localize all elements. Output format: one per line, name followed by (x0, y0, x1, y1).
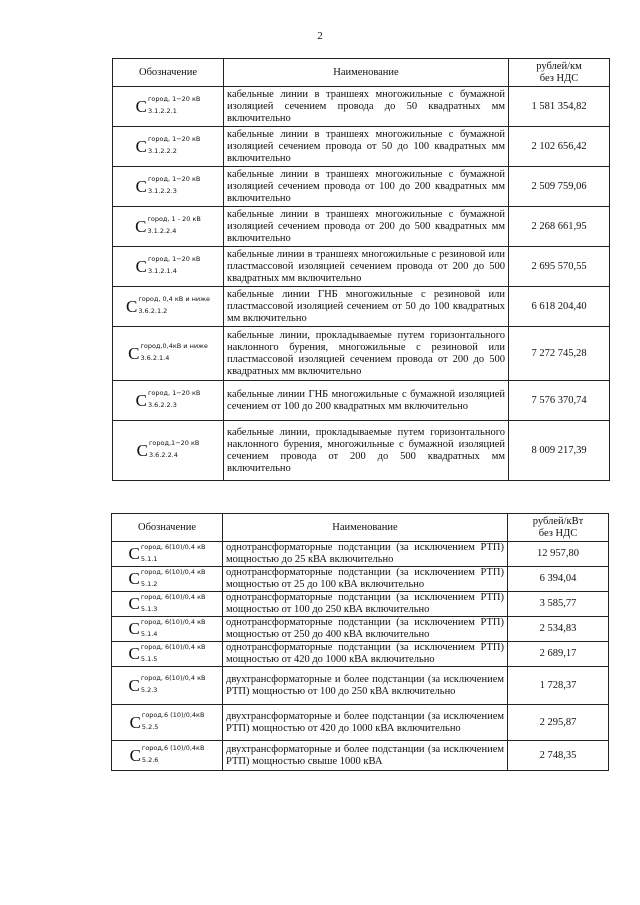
symbol-subscript: 5.1.3 (140, 604, 158, 613)
symbol-scripts (140, 617, 206, 638)
symbol-scripts (140, 542, 206, 563)
header-code: Обозначение (112, 514, 223, 542)
tariff-symbol (126, 295, 210, 316)
symbol-letter: C (135, 256, 147, 276)
header-code: Обозначение (113, 59, 224, 87)
symbol-letter: C (135, 136, 147, 156)
description-cell: двухтрансформаторные и более подстанции (за исключением РТП) мощностью от 100 до 250 кВА включительно (223, 667, 508, 705)
tariff-symbol (135, 135, 201, 156)
price-cell: 2 102 656,42 (509, 127, 610, 167)
page-number: 2 (317, 30, 323, 42)
designation-cell (112, 592, 223, 617)
symbol-letter: C (136, 440, 148, 460)
price-cell: 3 585,77 (508, 592, 609, 617)
description-cell: кабельные линии, прокладываемые путем горизонтального наклонного бурения, многожильные с бумажной изоляцией сечением провода от 200 до 500 квадратных мм включительно (224, 421, 509, 481)
table-row (113, 247, 610, 287)
symbol-superscript: город, 6(10)/0,4 кВ (140, 642, 206, 651)
symbol-subscript: 5.1.4 (140, 629, 158, 638)
symbol-letter: C (128, 544, 140, 563)
price-cell: 6 618 204,40 (509, 287, 610, 327)
header-price: рублей/км без НДС (509, 59, 610, 87)
symbol-superscript: город, 0,4 кВ и ниже (138, 295, 210, 303)
price-cell: 2 295,87 (508, 705, 609, 741)
designation-cell (112, 741, 223, 771)
symbol-subscript: 5.2.6 (141, 756, 159, 764)
description-cell: двухтрансформаторные и более подстанции (за исключением РТП) мощностью свыше 1000 кВА (223, 741, 508, 771)
tariff-symbol (128, 617, 206, 638)
tariff-symbol (135, 95, 201, 116)
cable-lines-rate-table (112, 58, 610, 481)
table-row (112, 667, 609, 705)
designation-cell (113, 381, 224, 421)
symbol-subscript: 5.1.1 (140, 554, 158, 563)
price-cell: 1 581 354,82 (509, 87, 610, 127)
description-cell: кабельные линии в траншеях многожильные с бумажной изоляцией сечением провода от 100 до 200 квадратных мм включительно (224, 167, 509, 207)
tariff-symbol (128, 542, 206, 563)
symbol-superscript: город, 6(10)/0,4 кВ (140, 567, 206, 576)
designation-cell (113, 167, 224, 207)
price-cell: 7 272 745,28 (509, 327, 610, 381)
tariff-symbol (135, 215, 201, 236)
description-cell: кабельные линии в траншеях многожильные с бумажной изоляцией сечением провода до 50 квадратных мм включительно (224, 87, 509, 127)
symbol-letter: C (128, 644, 140, 663)
symbol-subscript: 3.1.2.1.4 (147, 267, 177, 275)
designation-cell (113, 287, 224, 327)
symbol-scripts (140, 567, 206, 588)
symbol-scripts (147, 255, 201, 275)
symbol-letter: C (128, 569, 140, 588)
price-cell: 2 748,35 (508, 741, 609, 771)
description-cell: кабельные линии ГНБ многожильные с бумажной изоляцией сечением от 100 до 200 квадратных мм включительно (224, 381, 509, 421)
table-row (112, 542, 609, 567)
tariff-symbol (129, 744, 205, 765)
symbol-letter: C (129, 745, 141, 765)
table-row (112, 741, 609, 771)
tariff-symbol (128, 567, 206, 588)
description-cell: однотрансформаторные подстанции (за исключением РТП) мощностью от 100 до 250 кВА включительно (223, 592, 508, 617)
symbol-subscript: 3.6.2.1.2 (138, 307, 168, 315)
symbol-superscript: город, 1−20 кВ (147, 389, 201, 397)
description-cell: однотрансформаторные подстанции (за исключением РТП) мощностью до 25 кВА включительно (223, 542, 508, 567)
tariff-symbol (135, 175, 201, 196)
symbol-scripts (141, 744, 205, 764)
designation-cell (112, 705, 223, 741)
description-cell: однотрансформаторные подстанции (за исключением РТП) мощностью от 420 до 1000 кВА включительно (223, 642, 508, 667)
symbol-subscript: 3.1.2.2.4 (147, 227, 177, 235)
tariff-symbol (136, 439, 200, 460)
symbol-superscript: город, 6(10)/0,4 кВ (140, 592, 206, 601)
symbol-letter: C (135, 96, 147, 116)
price-cell: 2 689,17 (508, 642, 609, 667)
table-row (113, 167, 610, 207)
price-cell: 7 576 370,74 (509, 381, 610, 421)
description-cell: кабельные линии в траншеях многожильные с резиновой или пластмассовой изоляцией сечением провода от 200 до 500 квадратных мм включительно (224, 247, 509, 287)
symbol-subscript: 3.1.2.2.3 (147, 187, 177, 195)
symbol-scripts (147, 95, 201, 115)
symbol-scripts (147, 215, 201, 235)
description-cell: однотрансформаторные подстанции (за исключением РТП) мощностью от 250 до 400 кВА включительно (223, 617, 508, 642)
symbol-superscript: город,6 (10)/0,4кВ (141, 744, 205, 752)
price-cell: 8 009 217,39 (509, 421, 610, 481)
description-cell: однотрансформаторные подстанции (за исключением РТП) мощностью от 25 до 100 кВА включительно (223, 567, 508, 592)
symbol-scripts (147, 389, 201, 409)
designation-cell (112, 617, 223, 642)
header-price: рублей/кВт без НДС (508, 514, 609, 542)
symbol-superscript: город, 6(10)/0,4 кВ (140, 674, 206, 682)
symbol-superscript: город, 1−20 кВ (147, 175, 201, 183)
symbol-letter: C (128, 675, 140, 695)
table-row (112, 642, 609, 667)
symbol-scripts (140, 342, 208, 362)
symbol-superscript: город,6 (10)/0,4кВ (141, 711, 205, 719)
symbol-subscript: 3.1.2.2.1 (147, 107, 177, 115)
table-header-row (112, 514, 609, 542)
symbol-scripts (138, 295, 210, 315)
symbol-letter: C (129, 712, 141, 732)
table-row (112, 592, 609, 617)
symbol-letter: C (128, 594, 140, 613)
table-row (112, 705, 609, 741)
symbol-scripts (148, 439, 200, 459)
symbol-letter: C (135, 390, 147, 410)
description-cell: кабельные линии, прокладываемые путем горизонтального наклонного бурения, многожильные с резиновой или пластмассовой изоляцией сечением провода от 200 до 500 квадратных мм включительно (224, 327, 509, 381)
header-name: Наименование (223, 514, 508, 542)
symbol-subscript: 3.1.2.2.2 (147, 147, 177, 155)
symbol-subscript: 3.6.2.1.4 (140, 354, 170, 362)
symbol-superscript: город, 1−20 кВ (147, 255, 201, 263)
designation-cell (112, 642, 223, 667)
designation-cell (113, 127, 224, 167)
symbol-superscript: город, 1−20 кВ (147, 135, 201, 143)
symbol-scripts (147, 135, 201, 155)
symbol-superscript: город,1−20 кВ (148, 439, 200, 447)
table-row (112, 567, 609, 592)
designation-cell (113, 327, 224, 381)
table-row (112, 617, 609, 642)
tariff-symbol (129, 711, 205, 732)
symbol-superscript: город, 1−20 кВ (147, 95, 201, 103)
price-cell: 12 957,80 (508, 542, 609, 567)
table-row (113, 87, 610, 127)
designation-cell (113, 421, 224, 481)
symbol-subscript: 5.2.5 (141, 723, 159, 731)
designation-cell (112, 567, 223, 592)
tariff-symbol (135, 389, 201, 410)
description-cell: кабельные линии в траншеях многожильные с бумажной изоляцией сечением провода от 50 до 100 квадратных мм включительно (224, 127, 509, 167)
symbol-subscript: 5.1.2 (140, 579, 158, 588)
designation-cell (113, 247, 224, 287)
price-cell: 2 534,83 (508, 617, 609, 642)
table-row (113, 287, 610, 327)
table-row (113, 207, 610, 247)
symbol-scripts (140, 642, 206, 663)
symbol-letter: C (126, 296, 138, 316)
substations-rate-table (111, 513, 609, 771)
symbol-superscript: город,0,4кВ и ниже (140, 342, 208, 350)
designation-cell (112, 542, 223, 567)
symbol-scripts (140, 674, 206, 694)
symbol-letter: C (128, 343, 140, 363)
symbol-letter: C (128, 619, 140, 638)
tariff-symbol (128, 342, 208, 363)
table-row (113, 127, 610, 167)
table-row (113, 381, 610, 421)
symbol-superscript: город, 1 - 20 кВ (147, 215, 201, 223)
symbol-subscript: 5.2.3 (140, 686, 158, 694)
symbol-scripts (141, 711, 205, 731)
description-cell: кабельные линии ГНБ многожильные с резиновой или пластмассовой изоляцией сечением от 50 до 100 квадратных мм включительно (224, 287, 509, 327)
tariff-symbol (135, 255, 201, 276)
symbol-letter: C (135, 216, 147, 236)
designation-cell (113, 207, 224, 247)
price-cell: 1 728,37 (508, 667, 609, 705)
symbol-letter: C (135, 176, 147, 196)
price-cell: 2 268 661,95 (509, 207, 610, 247)
symbol-superscript: город, 6(10)/0,4 кВ (140, 617, 206, 626)
description-cell: двухтрансформаторные и более подстанции (за исключением РТП) мощностью от 420 до 1000 кВА включительно (223, 705, 508, 741)
price-cell: 6 394,04 (508, 567, 609, 592)
tariff-symbol (128, 642, 206, 663)
symbol-scripts (140, 592, 206, 613)
tariff-symbol (128, 592, 206, 613)
symbol-superscript: город, 6(10)/0,4 кВ (140, 542, 206, 551)
table-header-row (113, 59, 610, 87)
tariff-symbol (128, 674, 206, 695)
price-cell: 2 509 759,06 (509, 167, 610, 207)
symbol-subscript: 3.6.2.2.3 (147, 401, 177, 409)
designation-cell (112, 667, 223, 705)
description-cell: кабельные линии в траншеях многожильные с бумажной изоляцией сечением провода от 200 до 500 квадратных мм включительно (224, 207, 509, 247)
symbol-scripts (147, 175, 201, 195)
price-cell: 2 695 570,55 (509, 247, 610, 287)
designation-cell (113, 87, 224, 127)
header-name: Наименование (224, 59, 509, 87)
table-row (113, 421, 610, 481)
symbol-subscript: 3.6.2.2.4 (148, 451, 178, 459)
symbol-subscript: 5.1.5 (140, 654, 158, 663)
table-row (113, 327, 610, 381)
